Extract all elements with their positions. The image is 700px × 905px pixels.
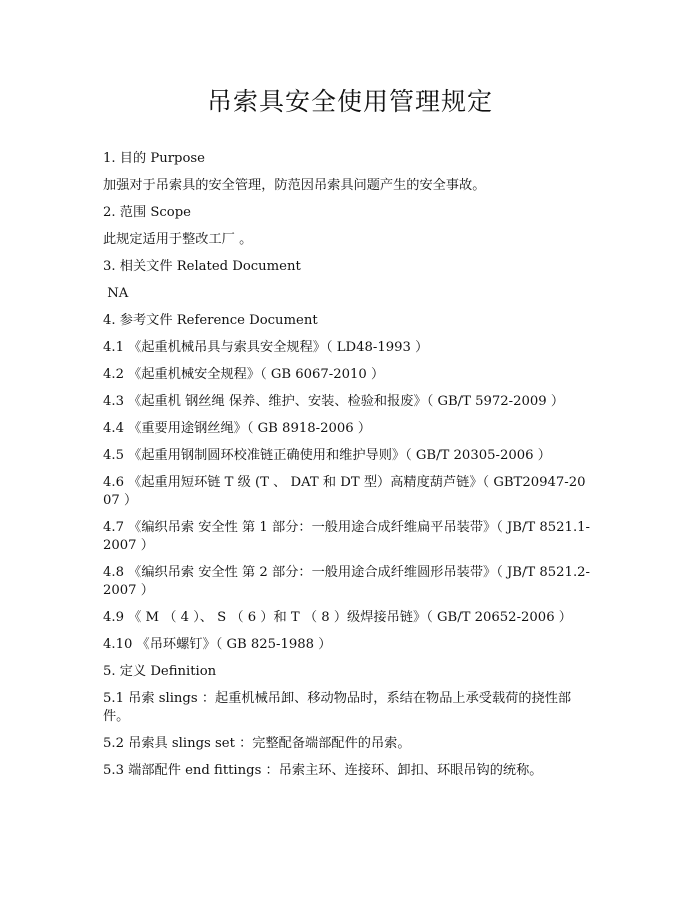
reference-item: 4.1 《起重机械吊具与索具安全规程》（ LD48-1993 ） <box>103 340 429 355</box>
reference-item: 4.4 《重要用途钢丝绳》（ GB 8918-2006 ） <box>103 421 372 436</box>
definition-item: 5.2 吊索具 slings set ：完整配备端部配件的吊索。 <box>103 736 411 751</box>
reference-item: 4.10 《吊环螺钉》（ GB 825-1988 ） <box>103 637 332 652</box>
section-heading-definition: 5. 定义 Definition <box>103 664 217 679</box>
section-heading-related-document: 3. 相关文件 Related Document <box>103 259 301 274</box>
document-body <box>103 150 593 789</box>
reference-item: 4.2 《起重机械安全规程》（ GB 6067-2010 ） <box>103 367 385 382</box>
reference-item: 4.7 《编织吊索 安全性 第 1 部分：一般用途合成纤维扁平吊装带》（ JB/T 8521.1-2007 ） <box>103 520 590 553</box>
section-heading-reference-document: 4. 参考文件 Reference Document <box>103 313 318 328</box>
reference-item: 4.8 《编织吊索 安全性 第 2 部分：一般用途合成纤维圆形吊装带》（ JB/T 8521.2-2007 ） <box>103 565 590 598</box>
definition-item: 5.3 端部配件 end fittings ：吊索主环、连接环、卸扣、环眼吊钩的统称。 <box>103 763 543 778</box>
reference-item: 4.9 《 M （ 4 ）、 S （ 6 ）和 T （ 8 ）级焊接吊链》（ GB/T 20652-2006 ） <box>103 610 572 625</box>
scope-text: 此规定适用于整改工厂 。 <box>103 232 253 247</box>
section-heading-scope: 2. 范围 Scope <box>103 205 191 220</box>
document-title: 吊索具安全使用管理规定 <box>206 87 493 116</box>
definition-item: 5.1 吊索 slings ：起重机械吊卸、移动物品时，系结在物品上承受载荷的挠性部件。 <box>103 691 572 724</box>
reference-item: 4.3 《起重机 钢丝绳 保养、维护、安装、检验和报废》（ GB/T 5972-2009 ） <box>103 394 565 409</box>
related-document-text: NA <box>103 286 129 301</box>
section-heading-purpose: 1. 目的 Purpose <box>103 151 205 166</box>
reference-item: 4.5 《起重用钢制圆环校准链正确使用和维护导则》（ GB/T 20305-2006 ） <box>103 448 551 463</box>
purpose-text: 加强对于吊索具的安全管理，防范因吊索具问题产生的安全事故。 <box>103 178 486 193</box>
reference-item: 4.6 《起重用短环链 T 级 (T 、 DAT 和 DT 型）高精度葫芦链》（ GBT20947-2007 ） <box>103 475 586 508</box>
